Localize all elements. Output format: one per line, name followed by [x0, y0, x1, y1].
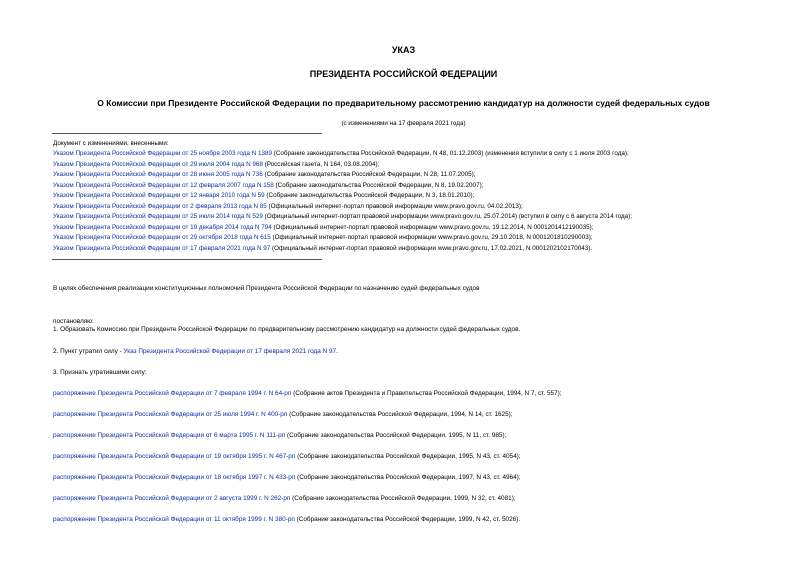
amendment-item: [53, 171, 475, 178]
amendments-intro: Документ с изменениями, внесенными:: [53, 140, 169, 147]
repealed-source: (Собрание законодательства Российской Федерации, 1995, N 11, ст. 985);: [285, 432, 507, 439]
repealed-source: (Собрание законодательства Российской Федерации, 1999, N 42, ст. 5026).: [294, 516, 521, 523]
amendment-link[interactable]: Указом Президента Российской Федерации от 29 октября 2018 года N 615: [53, 234, 271, 241]
revision-note: (с изменениями на 17 февраля 2021 года): [341, 120, 466, 127]
amendment-link[interactable]: Указом Президента Российской Федерации от 19 декабря 2014 года N 794: [53, 224, 272, 231]
top-divider: [52, 133, 322, 134]
amendment-item: [53, 150, 629, 157]
amendment-link[interactable]: Указом Президента Российской Федерации от 29 июля 2004 года N 968: [53, 161, 263, 168]
preamble: В целях обеспечения реализации конституционных полномочий Президента Российской Федерации по назначению судей федеральных судов: [53, 285, 480, 292]
amendment-link[interactable]: Указом Президента Российской Федерации от 25 ноября 2003 года N 1389: [53, 150, 273, 157]
amendment-item: [53, 182, 483, 189]
amendment-item: [53, 245, 592, 252]
point-2-link[interactable]: Указ Президента Российской Федерации от 17 февраля 2021 года N 97: [123, 348, 337, 355]
amendment-source: (Собрание законодательства Российской Федерации, N 48, 01.12.2003) (изменения вступили в силу с 1 июля 2003 года);: [272, 150, 629, 157]
repealed-link[interactable]: распоряжение Президента Российской Федерации от 7 февраля 1994 г. N 64-рп: [53, 390, 292, 397]
amendment-source: (Российская газета, N 164, 03.08.2004);: [262, 161, 380, 168]
amendment-item: [53, 203, 523, 210]
repealed-link[interactable]: распоряжение Президента Российской Федерации от 19 октября 1995 г. N 467-рп: [53, 453, 296, 460]
amendment-link[interactable]: Указом Президента Российской Федерации от 28 июня 2005 года N 736: [53, 171, 263, 178]
amendment-source: (Собрание законодательства Российской Федерации, N 3, 18.01.2010);: [264, 192, 475, 199]
repealed-link[interactable]: распоряжение Президента Российской Федерации от 2 августа 1999 г. N 262-рп: [53, 495, 291, 502]
repealed-link[interactable]: распоряжение Президента Российской Федерации от 25 июля 1994 г. N 400-рп: [53, 411, 288, 418]
amendment-link[interactable]: Указом Президента Российской Федерации от 12 января 2010 года N 59: [53, 192, 265, 199]
amendment-source: (Собрание законодательства Российской Федерации, N 8, 19.02.2007);: [273, 182, 484, 189]
repealed-source: (Собрание законодательства Российской Федерации, 1995, N 43, ст. 4054);: [295, 453, 521, 460]
amendment-source: (Официальный интернет-портал правовой информации www.pravo.gov.ru, 04.02.2013);: [266, 203, 523, 210]
point-2: [53, 348, 338, 355]
amendment-link[interactable]: Указом Президента Российской Федерации от 25 июля 2014 года N 529: [53, 213, 263, 220]
amendment-item: [53, 213, 632, 220]
decree-heading: О Комиссии при Президенте Российской Федерации по предварительному рассмотрению кандидатур на должности судей федеральных судов: [97, 98, 710, 108]
point-2-prefix: 2. Пункт утратил силу -: [53, 348, 124, 355]
amendment-source: (Официальный интернет-портал правовой информации www.pravo.gov.ru, 17.02.2021, N 0001202102170043).: [270, 245, 593, 252]
amendment-source: (Официальный интернет-портал правовой информации www.pravo.gov.ru, 19.12.2014, N 0001201412190035);: [271, 224, 594, 231]
repealed-item: [53, 390, 562, 397]
point-2-suffix: .: [336, 348, 338, 355]
amendment-item: [53, 192, 474, 199]
decree-subtitle: ПРЕЗИДЕНТА РОССИЙСКОЙ ФЕДЕРАЦИИ: [309, 69, 498, 79]
amendment-link[interactable]: Указом Президента Российской Федерации от 2 февраля 2013 года N 85: [53, 203, 267, 210]
amendment-source: (Официальный интернет-портал правовой информации www.pravo.gov.ru, 25.07.2014) (вступил в силу с 6 августа 2014 года);: [262, 213, 633, 220]
amendment-source: (Собрание законодательства Российской Федерации, N 28, 11.07.2005);: [262, 171, 476, 178]
point-1: 1. Образовать Комиссию при Президенте Российской Федерации по предварительному рассмотрению кандидатур на должности судей федеральных судов.: [53, 326, 521, 333]
amendment-source: (Официальный интернет-портал правовой информации www.pravo.gov.ru, 29.10.2018, N 0001201810290003);: [270, 234, 593, 241]
repealed-source: (Собрание законодательства Российской Федерации, 1997, N 43, ст. 4964);: [295, 474, 521, 481]
amendment-link[interactable]: Указом Президента Российской Федерации от 12 февраля 2007 года N 158: [53, 182, 274, 189]
repealed-source: (Собрание законодательства Российской Федерации, 1994, N 14, ст. 1625);: [287, 411, 513, 418]
bottom-divider: [52, 259, 322, 260]
point-3: 3. Признать утратившими силу:: [53, 369, 147, 376]
repealed-item: [53, 495, 516, 502]
amendment-item: [53, 224, 593, 231]
repealed-link[interactable]: распоряжение Президента Российской Федерации от 11 октября 1999 г. N 380-рп: [53, 516, 295, 523]
amendment-link[interactable]: Указом Президента Российской Федерации от 17 февраля 2021 года N 97: [53, 245, 271, 252]
decree-title: УКАЗ: [391, 45, 416, 55]
repealed-item: [53, 516, 520, 523]
repealed-item: [53, 432, 506, 439]
amendment-item: [53, 161, 379, 168]
repealed-item: [53, 453, 521, 460]
amendment-item: [53, 234, 593, 241]
repealed-link[interactable]: распоряжение Президента Российской Федерации от 18 октября 1997 г. N 433-рп: [53, 474, 296, 481]
repealed-source: (Собрание актов Президента и Правительства Российской Федерации, 1994, N 7, ст. 557);: [291, 390, 562, 397]
repealed-source: (Собрание законодательства Российской Федерации, 1999, N 32, ст. 4081);: [290, 495, 516, 502]
repealed-link[interactable]: распоряжение Президента Российской Федерации от 6 марта 1995 г. N 111-рп: [53, 432, 286, 439]
repealed-item: [53, 474, 521, 481]
decree-word: постановляю:: [53, 318, 94, 325]
repealed-item: [53, 411, 513, 418]
